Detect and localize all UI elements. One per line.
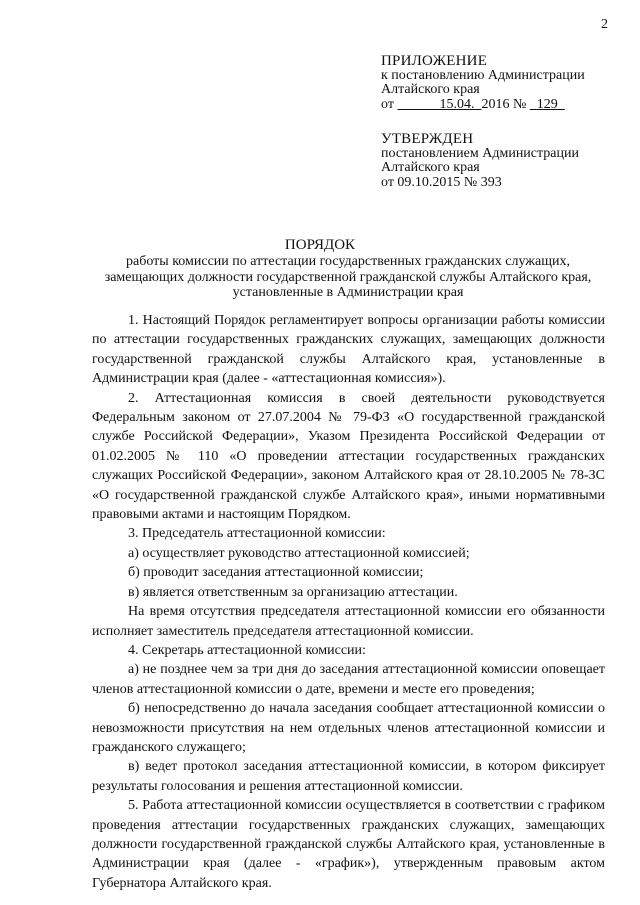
paragraph: 3. Председатель аттестационной комиссии: — [128, 526, 386, 542]
approved-line: Алтайского края — [381, 160, 480, 175]
appendix-date: 15.04. — [439, 96, 475, 112]
number-label: № — [512, 96, 527, 112]
document-title: ПОРЯДОК — [284, 237, 356, 253]
approved-block — [381, 132, 631, 190]
appendix-title: ПРИЛОЖЕНИЕ — [381, 53, 488, 69]
paragraph: 1. Настоящий Порядок регламентирует вопросы организации работы комиссии по аттестации государственных гражданских служащих, замещающих должности государственной гражданской службы Алтайского края, установленные в Администрации края (далее - «аттестационная комиссия»). — [92, 313, 605, 387]
document-body — [92, 311, 605, 893]
appendix-line: к постановлению Администрации — [381, 67, 585, 83]
appendix-line: Алтайского края — [381, 82, 480, 97]
paragraph: б) непосредственно до начала заседания сообщает аттестационной комиссии о невозможности присутствия на нем отдельных членов аттестационной комиссии и гражданского служащего; — [92, 701, 605, 755]
paragraph: На время отсутствия председателя аттестационной комиссии его обязанности исполняет заместитель председателя аттестационной комиссии. — [92, 604, 605, 639]
paragraph: в) ведет протокол заседания аттестационной комиссии, в котором фиксирует результаты голосования и решения аттестационной комиссии. — [92, 759, 605, 794]
paragraph: в) является ответственным за организацию аттестации. — [128, 584, 458, 600]
approved-line: от 09.10.2015 № 393 — [381, 174, 502, 190]
paragraph: б) проводит заседания аттестационной комиссии; — [128, 565, 424, 581]
document-subtitle: работы комиссии по аттестации государственных гражданских служащих, замещающих должности государственной гражданской службы Алтайского края, установленные в Администрации края — [104, 254, 592, 300]
appendix-number: 129 — [536, 96, 558, 112]
paragraph: а) осуществляет руководство аттестационной комиссией; — [128, 545, 470, 561]
paragraph: 2. Аттестационная комиссия в своей деятельности руководствуется Федеральным законом от 27.07.2004 № 79-ФЗ «О государственной гражданской службе Российской Федерации», Указом Президента Российской Федерации от 01.02.2005 № 110 «О проведении аттестации государственных гражданских служащих Российской Федерации», законом Алтайского края от 28.10.2005 № 78-ЗС «О государственной гражданской службе Алтайского края», иными нормативными правовыми актами и настоящим Порядком. — [92, 390, 605, 523]
approved-title: УТВЕРЖДЕН — [381, 131, 474, 147]
from-label: от — [381, 96, 394, 112]
page-number: 2 — [601, 17, 608, 32]
appendix-year: 2016 — [481, 96, 510, 112]
paragraph: а) не позднее чем за три дня до заседания аттестационной комиссии оповещает членов аттестационной комиссии о дате, времени и месте его проведения; — [92, 662, 605, 697]
paragraph: 5. Работа аттестационной комиссии осуществляется в соответствии с графиком проведения аттестации государственных гражданских служащих, замещающих должности государственной гражданской службы Алтайского края, установленные в Администрации края (далее - «график»), утвержденным правовым актом Губернатора Алтайского края. — [92, 798, 605, 891]
appendix-block — [381, 54, 631, 112]
paragraph: 4. Секретарь аттестационной комиссии: — [128, 642, 366, 658]
appendix-date-line — [381, 98, 631, 113]
approved-line: постановлением Администрации — [381, 145, 579, 161]
